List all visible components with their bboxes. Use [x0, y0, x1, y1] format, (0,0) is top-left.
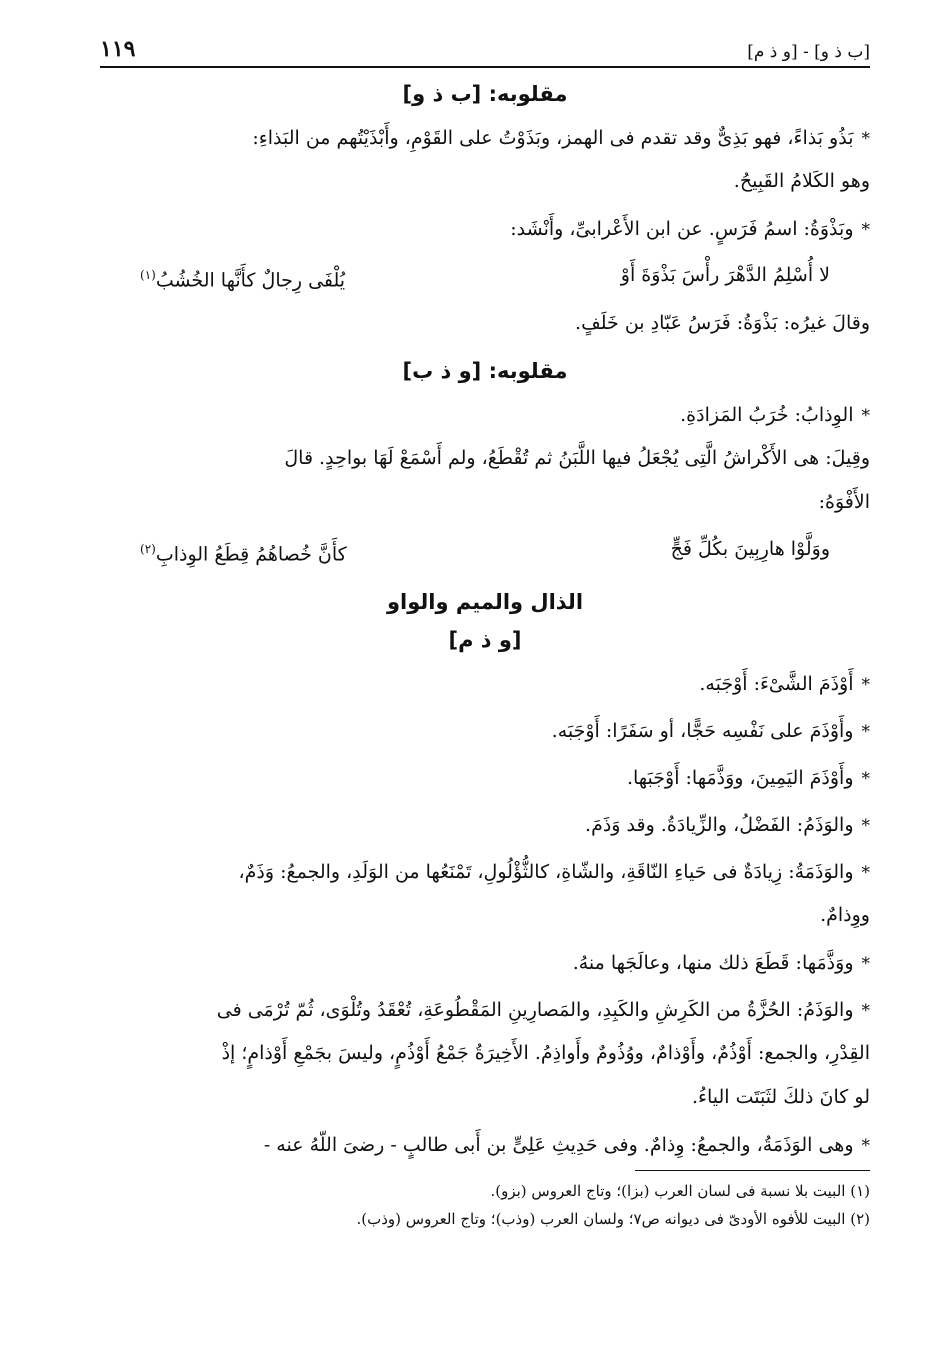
paragraph-continuation: وقالَ غيرُه: بَذْوَةُ: فَرَسُ عَبّادِ بن خَلَفٍ. — [575, 312, 870, 335]
paragraph-text: وهى الوَذَمَةُ، والجمعُ: وِذامٌ. وفى حَدِيثِ عَلِىٍّ بن أَبى طالبٍ - رضىَ اللّهُ عنه - — [263, 1133, 854, 1156]
asterisk-icon: * — [861, 406, 870, 427]
paragraph-text: وبَذْوَةُ: اسمُ فَرَسٍ. عن ابن الأَعْرابىِّ، وأَنْشَد: — [510, 218, 854, 240]
paragraph-text: ووَذَّمَها: قَطَعَ ذلك منها، وعالَجَها منهُ. — [572, 951, 854, 974]
asterisk-icon: * — [861, 862, 870, 883]
verse-first-hemistich: لا أُسْلِمُ الدَّهْرَ رأْسَ بَذْوَةَ أَوْ — [620, 264, 830, 286]
footnote: (١) البيت بلا نسبة فى لسان العرب (بزا)؛ وتاج العروس (بزو). — [490, 1181, 870, 1200]
entry-paragraph — [100, 803, 870, 848]
verse-second-hemistich: يُلْفَى رِجالٌ كأَنَّها الخُشُبُ$^{(١)}$ — [140, 268, 346, 292]
entry-paragraph — [100, 941, 870, 986]
paragraph-continuation: القِدْرِ، والجمع: أَوْذُمٌ، وأَوْذامٌ، ووُذُومٌ وأَواذِمُ. الأَخِيرَةُ جَمْعُ أَوْذُمٍ، وليسَ بجَمْعِ أَوْذامٍ؛ إذْ — [221, 1041, 870, 1064]
paragraph-text: والوَذَمُ: الحُزَّةُ من الكَرِشِ والكَبِدِ، والمَصارِينِ المَقْطُوعَةِ، تُعْقَدُ وتُلْوَى، ثُمّ تُرْمَى فى — [216, 998, 854, 1021]
paragraph-text: والوَذَمُ: الفَضْلُ، والزِّيادَةُ. وقد وَذَمَ. — [585, 813, 854, 836]
entry-paragraph — [100, 709, 870, 754]
verse-second-hemistich: كأَنَّ خُصاهُمُ قِطَعُ الوِذابِ$^{(٢)}$ — [140, 542, 347, 566]
heading-w-dh-b: مقلوبه: [و ذ ب] — [402, 359, 568, 384]
chapter-heading: الذال والميم والواو — [386, 589, 584, 614]
asterisk-icon: * — [861, 674, 870, 695]
entry-paragraph — [100, 662, 870, 707]
header-rule — [100, 66, 870, 68]
asterisk-icon: * — [861, 1135, 870, 1156]
asterisk-icon: * — [861, 129, 870, 149]
entry-paragraph — [100, 988, 870, 1033]
paragraph-continuation: ووِذامٌ. — [820, 903, 870, 926]
running-head — [100, 28, 870, 62]
asterisk-icon: * — [861, 815, 870, 836]
paragraph-text: والوَذَمَةُ: زِيادَةٌ فى حَياءِ النّاقَةِ، والشّاةِ، كالثُّؤْلُولِ، تَمْنَعُها من الوَلَدِ، والجمعُ: وَذَمٌ، — [238, 860, 854, 883]
verse-first-hemistich: ووَلَّوْا هارِبِينَ بكُلِّ فَجٍّ — [670, 538, 830, 561]
asterisk-icon: * — [861, 220, 870, 240]
asterisk-icon: * — [861, 721, 870, 742]
paragraph-continuation: وقِيلَ: هى الأَكْراشُ الَّتِى يُجْعَلُ فيها اللَّبَنُ ثم تُقْطَعُ، ولم أَسْمَعْ لَهَا بواحِدٍ. قالَ — [284, 447, 870, 470]
entry-paragraph — [100, 207, 870, 252]
entry-paragraph — [100, 850, 870, 895]
footnote-marker: (٢) — [140, 542, 156, 557]
paragraph-text: بَذُو بَذاءً، فهو بَذِىٌّ وقد تقدم فى الهمز، وبَذَوْتُ على القَوْمِ، وأَبْذَيْتُهم من البَذاءِ: — [252, 127, 854, 149]
paragraph-text: الوِذابُ: خُرَبُ المَزادَةِ. — [680, 404, 854, 427]
paragraph-text: أَوْذَمَ الشَّىْءَ: أَوْجَبَه. — [699, 672, 854, 695]
footnote: (٢) البيت للأفوه الأودىّ فى ديوانه ص٧؛ ولسان العرب (وذب)؛ وتاج العروس (وذب). — [356, 1209, 870, 1228]
page-number: ١١٩ — [100, 36, 136, 62]
asterisk-icon: * — [861, 1000, 870, 1021]
footnote-rule — [635, 1170, 870, 1171]
entry-paragraph — [100, 393, 870, 438]
section-range: [ب ذ و] - [و ذ م] — [747, 42, 870, 62]
page — [100, 28, 870, 1233]
heading-b-dh-w: مقلوبه: [ب ذ و] — [402, 82, 568, 106]
paragraph-continuation: وهو الكَلامُ القَبِيحُ. — [733, 170, 870, 192]
paragraph-text: وأَوْذَمَ اليَمِينَ، ووَذَّمَها: أَوْجَبَها. — [626, 766, 854, 789]
heading-w-dh-m: [و ذ م] — [448, 627, 522, 652]
verse-line — [140, 254, 830, 301]
paragraph-continuation: لو كانَ ذلكَ لثَبَتَت الياءُ. — [691, 1085, 870, 1108]
footnote-marker: (١) — [140, 268, 156, 282]
entry-paragraph — [100, 1123, 870, 1168]
verse-line — [140, 528, 830, 575]
paragraph-text: وأَوْذَمَ على نَفْسِه حَجًّا، أو سَفَرًا: أَوْجَبَه. — [551, 719, 854, 742]
paragraph-continuation: الأَفْوَهُ: — [818, 491, 870, 514]
entry-paragraph — [100, 756, 870, 801]
asterisk-icon: * — [861, 768, 870, 789]
asterisk-icon: * — [861, 953, 870, 974]
entry-paragraph — [100, 116, 870, 161]
